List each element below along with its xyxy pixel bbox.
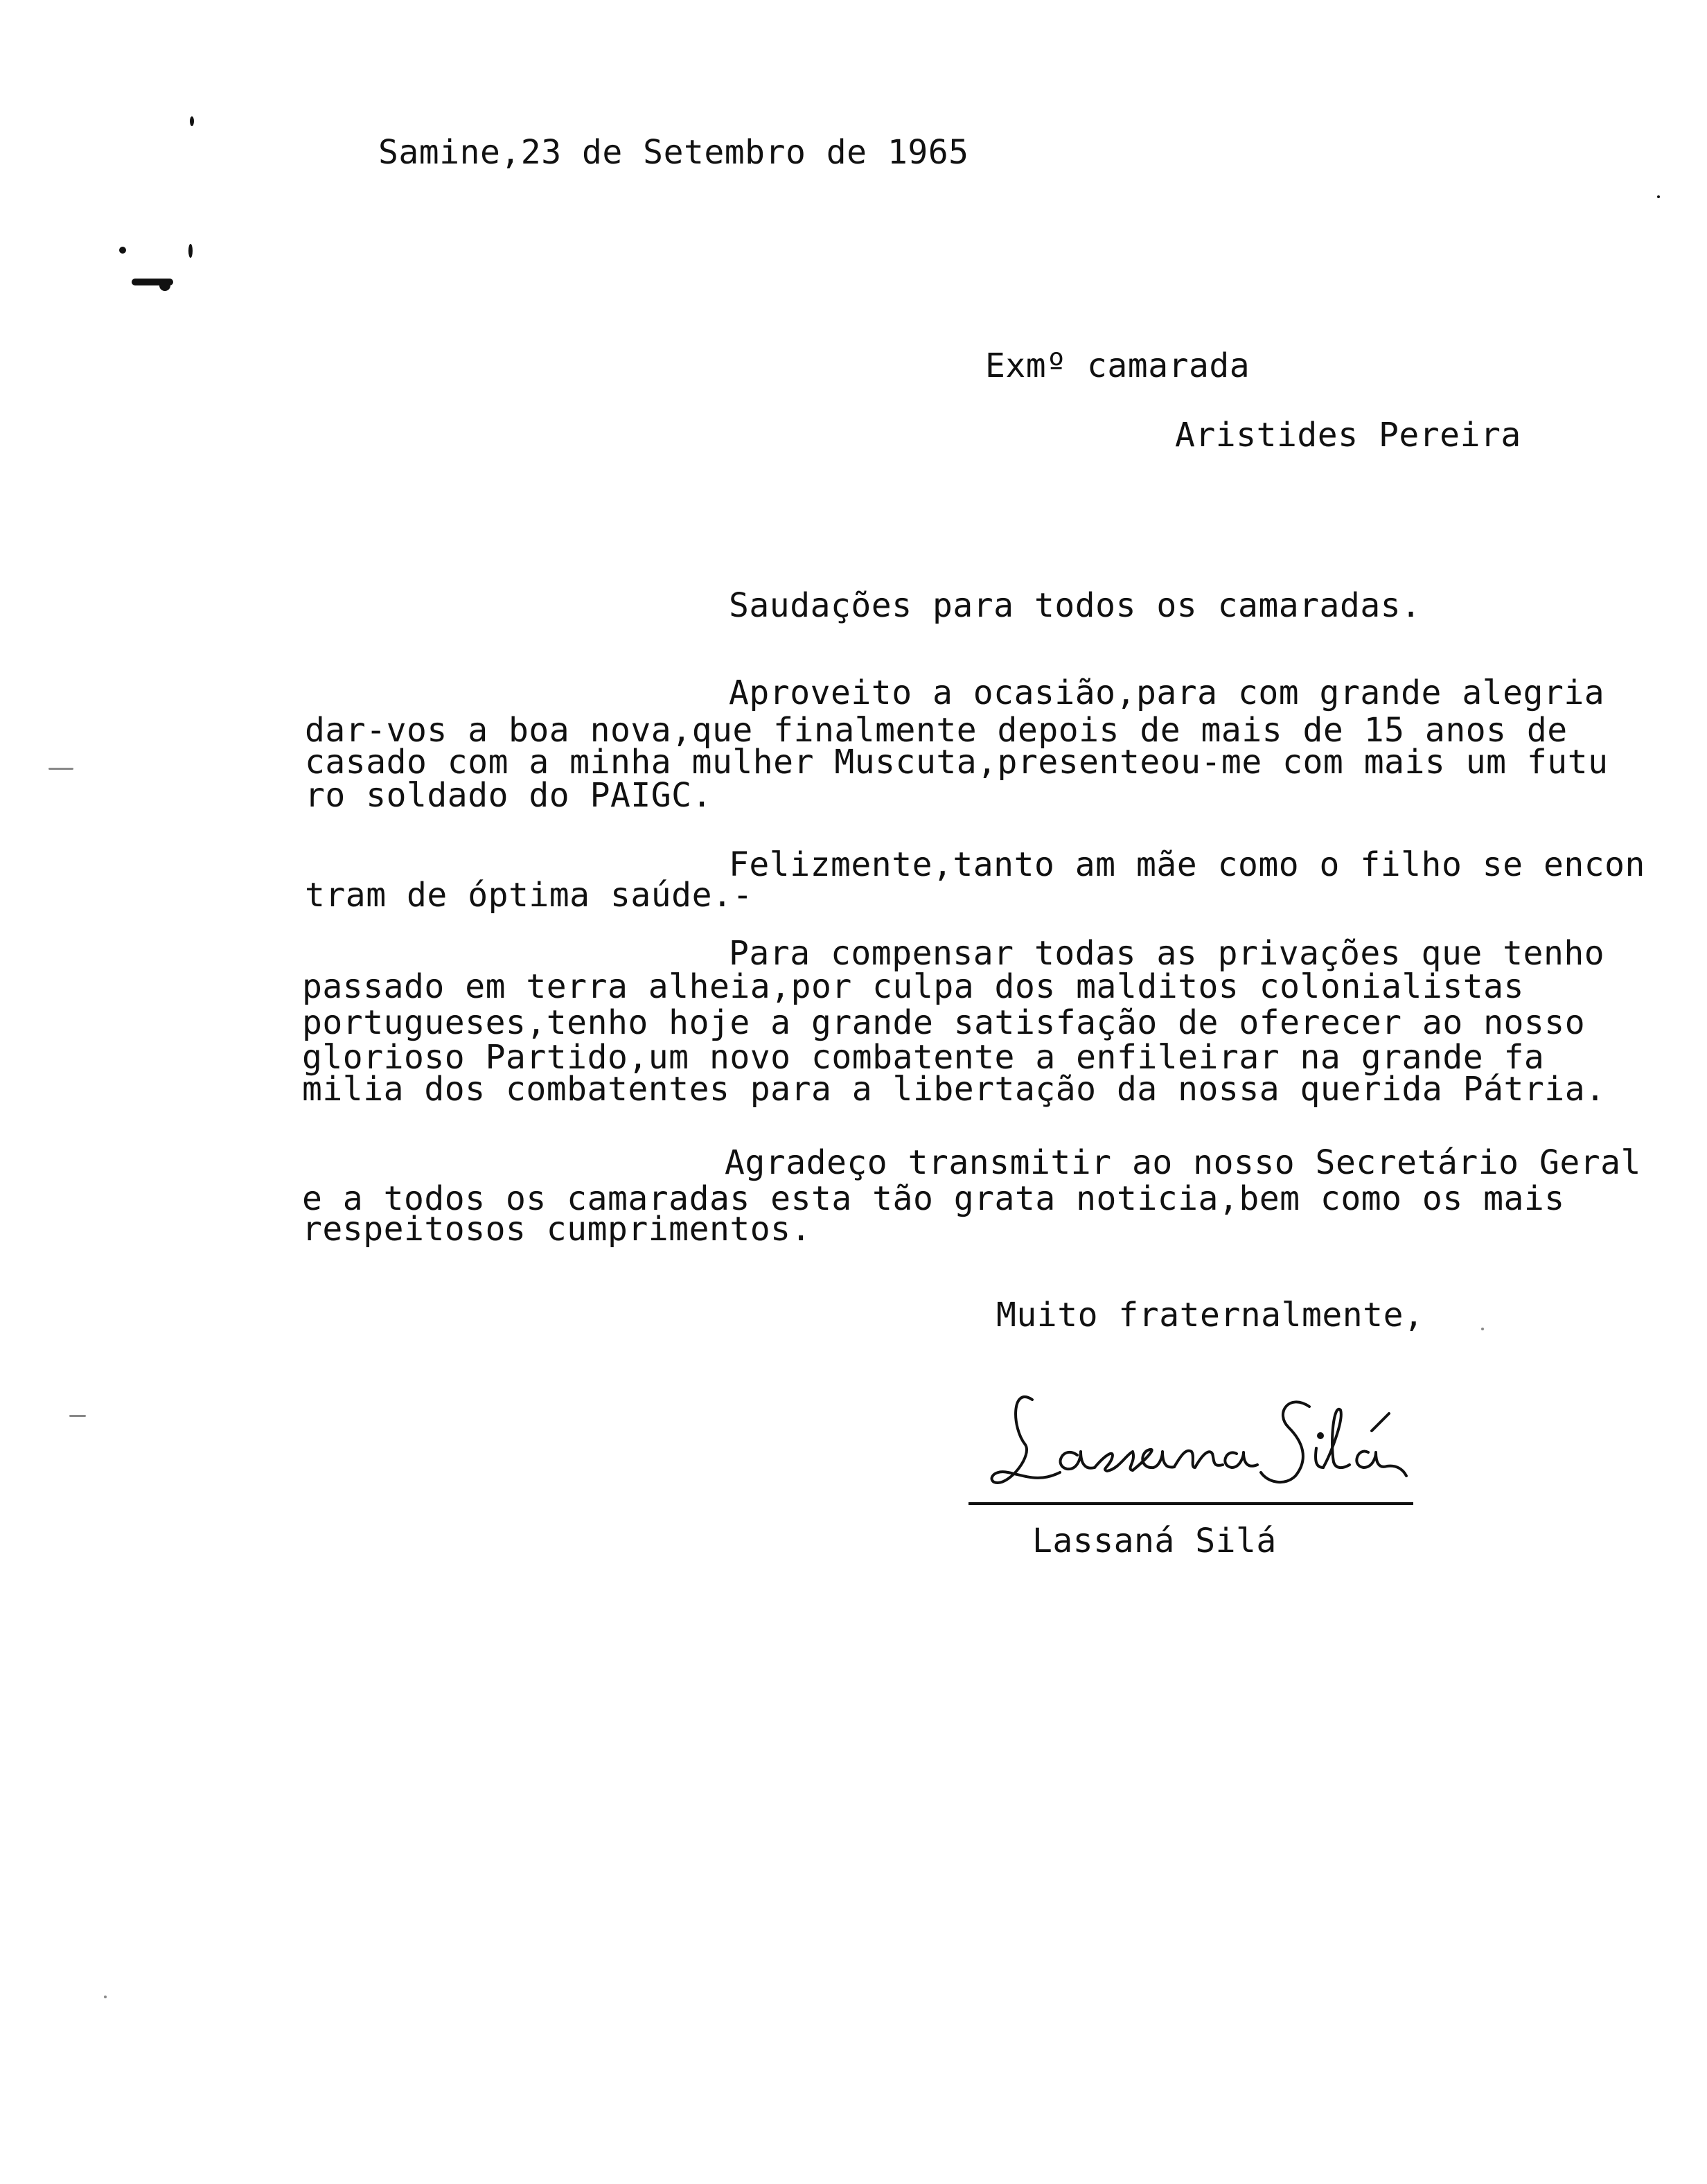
- paragraph-3-line-2: passado em terra alheia,por culpa dos malditos colonialistas: [302, 967, 1524, 1006]
- paragraph-1-line-3: casado com a minha mulher Muscuta,presenteou-me com mais um futu: [305, 743, 1609, 782]
- recipient-name: Aristides Pereira: [1175, 416, 1521, 455]
- paragraph-3-line-4: glorioso Partido,um novo combatente a enfileirar na grande fa: [302, 1038, 1545, 1077]
- paragraph-1-line-1: Aproveito a ocasião,para com grande alegria: [729, 673, 1605, 712]
- ink-speck: [188, 244, 193, 258]
- ink-speck: [69, 1415, 86, 1417]
- paragraph-1-line-2: dar-vos a boa nova,que finalmente depois de mais de 15 anos de: [305, 711, 1568, 750]
- ink-speck: [48, 768, 73, 770]
- salutation: Exmº camarada: [985, 346, 1250, 385]
- paragraph-3-line-3: portugueses,tenho hoje a grande satisfação de oferecer ao nosso: [302, 1003, 1586, 1042]
- ink-speck: [1481, 1328, 1484, 1330]
- paragraph-4-line-3: respeitosos cumprimentos.: [302, 1210, 811, 1249]
- paragraph-2-line-2: tram de óptima saúde.-: [305, 876, 753, 915]
- closing-line: Muito fraternalmente,: [996, 1296, 1424, 1335]
- date-line: Samine,23 de Setembro de 1965: [378, 133, 969, 172]
- greeting: Saudações para todos os camaradas.: [729, 586, 1422, 625]
- handwritten-signature: [984, 1379, 1441, 1497]
- ink-speck: [119, 247, 126, 254]
- ink-speck: [104, 1996, 107, 1998]
- signature-rule: [969, 1502, 1413, 1505]
- paragraph-1-line-4: ro soldado do PAIGC.: [305, 776, 712, 815]
- ink-speck: [190, 116, 194, 126]
- paragraph-4-line-1: Agradeço transmitir ao nosso Secretário Geral: [725, 1143, 1641, 1182]
- signatory-name: Lassaná Silá: [1032, 1522, 1277, 1560]
- paragraph-2-line-1: Felizmente,tanto am mãe como o filho se encon: [729, 845, 1645, 884]
- ink-speck: [159, 280, 170, 291]
- paragraph-3-line-1: Para compensar todas as privações que tenho: [729, 934, 1605, 973]
- paragraph-3-line-5: milia dos combatentes para a libertação da nossa querida Pátria.: [302, 1070, 1606, 1109]
- ink-speck: [1657, 195, 1660, 198]
- paragraph-4-line-2: e a todos os camaradas esta tão grata noticia,bem como os mais: [302, 1179, 1565, 1218]
